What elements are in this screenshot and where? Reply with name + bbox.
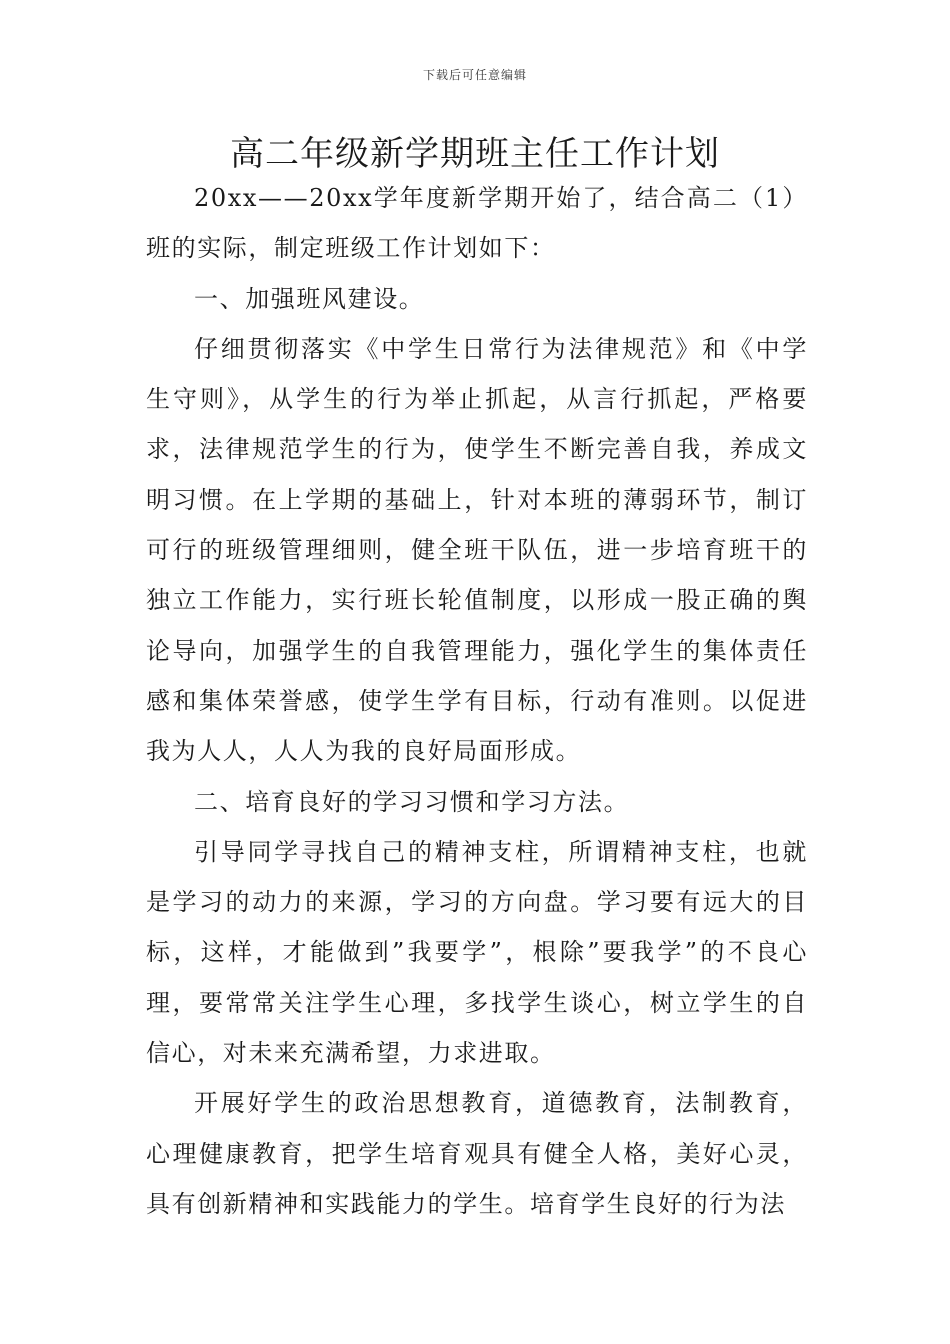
header-note: 下载后可任意编辑 — [422, 68, 527, 82]
paragraph-section-2a: 引导同学寻找自己的精神支柱，所谓精神支柱，也就是学习的动力的来源，学习的方向盘。学习要有远大的目标，这样，才能做到”我要学”，根除”要我学”的不良心理，要常常关注学生心理，多找学生谈心，树立学生的自信心，对未来充满希望，力求进取。 — [146, 837, 808, 1068]
paragraph-intro: 20xx——20xx学年度新学期开始了，结合高二（1）班的实际，制定班级工作计划如下： — [146, 184, 808, 263]
paragraph-section-1: 仔细贯彻落实《中学生日常行为法律规范》和《中学生守则》，从学生的行为举止抓起，从言行抓起，严格要求，法律规范学生的行为，使学生不断完善自我，养成文明习惯。在上学期的基础上，针对本班的薄弱环节，制订可行的班级管理细则，健全班干队伍，进一步培育班干的独立工作能力，实行班长轮值制度，以形成一股正确的舆论导向，加强学生的自我管理能力，强化学生的集体责任感和集体荣誉感，使学生学有目标，行动有准则。以促进我为人人，人人为我的良好局面形成。 — [146, 334, 808, 766]
section-heading-2: 二、培育良好的学习习惯和学习方法。 — [194, 787, 630, 816]
paragraph-section-2b: 开展好学生的政治思想教育，道德教育，法制教育，心理健康教育，把学生培育观具有健全人格，美好心灵，具有创新精神和实践能力的学生。培育学生良好的行为法 — [146, 1089, 808, 1218]
section-heading-1: 一、加强班风建设。 — [194, 284, 425, 313]
document-body — [146, 173, 808, 1229]
document-title: 高二年级新学期班主任工作计划 — [230, 134, 720, 174]
